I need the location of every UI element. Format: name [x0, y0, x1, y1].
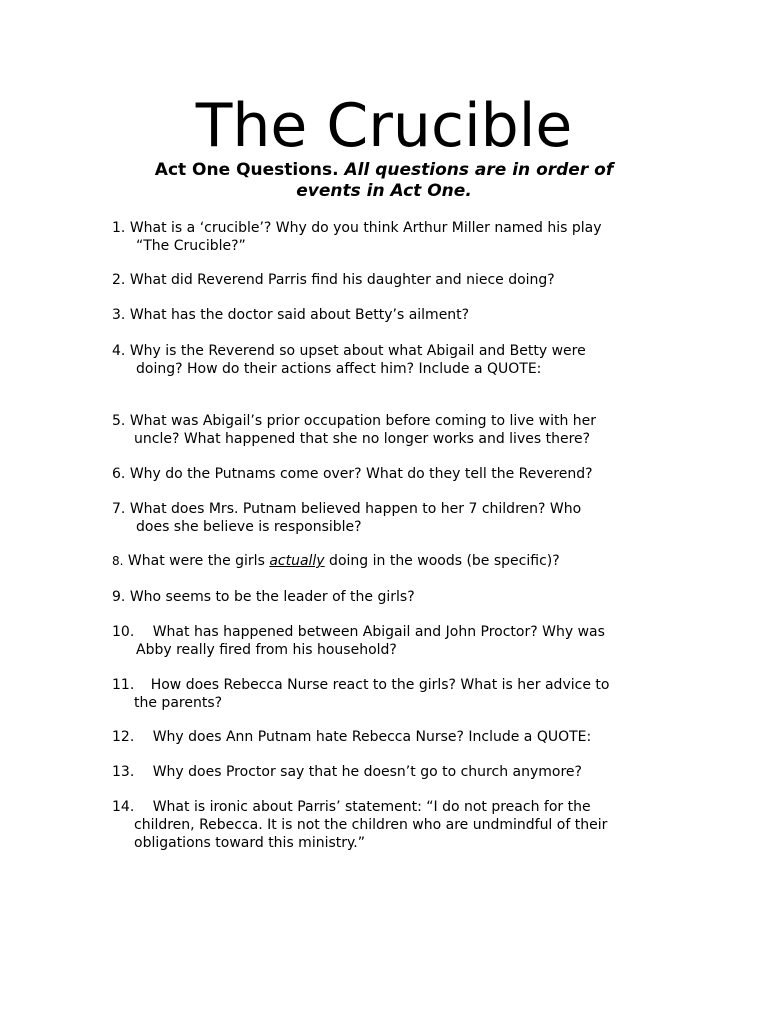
question-4: [112, 342, 672, 378]
question-number: 14.: [112, 799, 135, 815]
question-text: [128, 553, 560, 569]
question-text: Why do the Putnams come over? What do they tell the Reverend?: [129, 466, 593, 482]
question-13: [112, 763, 672, 781]
question-text: What does Mrs. Putnam believed happen to her 7 children? Who: [129, 501, 582, 517]
question-number: 2.: [112, 272, 126, 288]
question-text-part: What were the girls: [127, 553, 270, 569]
question-text-continued: children, Rebecca. It is not the children who are undmindful of their: [134, 817, 608, 833]
question-text: Why does Ann Putnam hate Rebecca Nurse? Include a QUOTE:: [152, 729, 592, 745]
question-number: 10.: [112, 624, 135, 640]
question-text-continued: uncle? What happened that she no longer works and lives there?: [134, 431, 591, 447]
question-text: Why does Proctor say that he doesn’t go to church anymore?: [152, 764, 582, 780]
question-number: 3.: [112, 307, 126, 323]
question-5: [112, 412, 672, 448]
question-8: [112, 552, 672, 570]
question-text-continued: does she believe is responsible?: [136, 519, 362, 535]
question-text: What is a ‘crucible’? Why do you think Arthur Miller named his play: [129, 220, 602, 236]
question-12: [112, 728, 672, 746]
question-text-continued: obligations toward this ministry.”: [134, 835, 366, 851]
question-3: [112, 306, 672, 324]
question-2: [112, 271, 672, 289]
subtitle-italic: All questions are in order of events in Act One.: [296, 160, 614, 201]
question-text: Why is the Reverend so upset about what Abigail and Betty were: [129, 343, 586, 359]
page-title: The Crucible: [195, 91, 573, 161]
question-text-continued: Abby really fired from his household?: [136, 642, 397, 658]
question-7: [112, 500, 672, 536]
subtitle: [120, 160, 648, 202]
question-text: What is ironic about Parris’ statement: “I do not preach for the: [152, 799, 591, 815]
question-number: 9.: [112, 589, 126, 605]
question-9: [112, 588, 672, 606]
question-number: 4.: [112, 343, 126, 359]
question-text: What did Reverend Parris find his daughter and niece doing?: [129, 272, 555, 288]
question-14: [112, 798, 672, 852]
question-number: 1.: [112, 220, 126, 236]
question-number: 7.: [112, 501, 126, 517]
question-number: 5.: [112, 413, 126, 429]
question-text: What was Abigail’s prior occupation before coming to live with her: [129, 413, 597, 429]
question-text-continued: the parents?: [134, 695, 223, 711]
question-text: What has the doctor said about Betty’s ailment?: [129, 307, 470, 323]
question-text-continued: doing? How do their actions affect him? Include a QUOTE:: [136, 361, 542, 377]
question-6: [112, 465, 672, 483]
question-text: How does Rebecca Nurse react to the girls? What is her advice to: [150, 677, 610, 693]
question-1: [112, 219, 672, 255]
question-number: 6.: [112, 466, 126, 482]
subtitle-lead: Act One Questions.: [154, 160, 339, 180]
question-11: [112, 676, 672, 712]
question-text: What has happened between Abigail and John Proctor? Why was: [152, 624, 605, 640]
question-number: 8.: [112, 554, 124, 568]
question-10: [112, 623, 672, 659]
emphasized-word: actually: [269, 553, 325, 569]
question-text-part: doing in the woods (be specific)?: [324, 553, 560, 569]
question-text-continued: “The Crucible?”: [136, 238, 246, 254]
question-number: 11.: [112, 677, 135, 693]
question-number: 13.: [112, 764, 135, 780]
question-number: 12.: [112, 729, 135, 745]
question-text: Who seems to be the leader of the girls?: [129, 589, 415, 605]
